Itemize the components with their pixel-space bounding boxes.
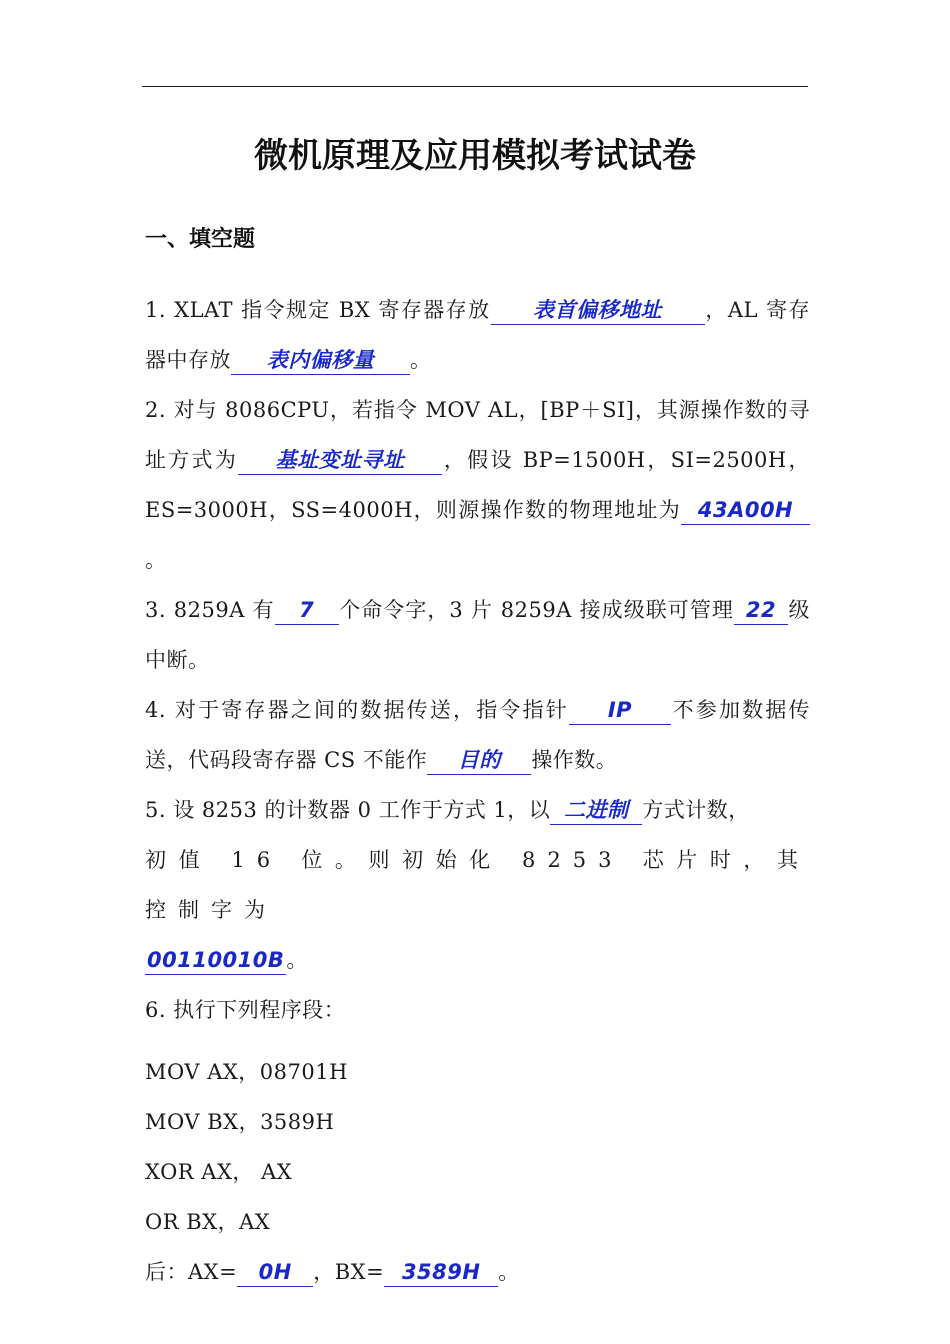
code-line: MOV AX，08701H [145, 1060, 348, 1084]
question-text: 。 [498, 1260, 520, 1284]
question-text: 。 [410, 348, 432, 372]
question-text: 2. 对与 8086CPU，若指令 MOV AL，[BP＋SI]，其源操作数的寻址方式为 [145, 398, 810, 472]
question-6-result [145, 1247, 810, 1297]
question-5 [145, 785, 810, 985]
question-text: 3. 8259A 有 [145, 598, 275, 622]
question-3 [145, 585, 810, 685]
question-text: 操作数。 [531, 748, 618, 772]
answer-blank: 二进制 [550, 796, 642, 825]
code-line: OR BX，AX [145, 1210, 271, 1234]
header-rule [142, 86, 808, 87]
question-6 [145, 985, 810, 1035]
question-2 [145, 385, 810, 585]
code-line: XOR AX， AX [145, 1160, 293, 1184]
answer-blank: 0H [237, 1258, 313, 1287]
answer-blank: 22 [734, 596, 788, 625]
question-list [145, 285, 810, 1297]
question-text: 。 [145, 548, 167, 572]
question-4 [145, 685, 810, 785]
code-block [145, 1047, 810, 1247]
answer-blank: IP [569, 696, 671, 725]
answer-blank: 3589H [384, 1258, 498, 1287]
section-heading: 一、填空题 [145, 227, 256, 252]
answer-blank: 7 [275, 596, 339, 625]
question-text: 后：AX= [145, 1260, 238, 1284]
question-text: ，AL 寄存器中存放 [145, 298, 810, 372]
question-text: ，BX= [313, 1260, 385, 1284]
question-text: 4. 对于寄存器之间的数据传送，指令指针 [145, 698, 569, 722]
answer-blank: 表内偏移量 [231, 346, 410, 375]
answer-blank: 00110010B [145, 946, 286, 975]
question-text: 6. 执行下列程序段： [145, 998, 346, 1022]
question-text: 个命令字，3 片 8259A 接成级联可管理 [338, 598, 734, 622]
question-1 [145, 285, 810, 385]
question-text: 级中断。 [145, 598, 811, 672]
page-title: 微机原理及应用模拟考试试卷 [254, 136, 696, 176]
code-line: MOV BX，3589H [145, 1110, 335, 1134]
question-text: 5. 设 8253 的计数器 0 工作于方式 1，以 [145, 798, 551, 822]
question-text: ，假设 BP=1500H，SI=2500H，ES=3000H，SS=4000H，则源操作数的物理地址为 [145, 448, 810, 522]
question-text: 1. XLAT 指令规定 BX 寄存器存放 [145, 298, 491, 322]
question-text: 。 [286, 948, 308, 972]
question-text: 方式计数， [642, 798, 750, 822]
question-text: 初值 16 位。则初始化 8253 芯片时，其控制字为 [145, 848, 810, 922]
question-text: 不参加数据传送，代码段寄存器 CS 不能作 [145, 698, 810, 772]
answer-blank: 43A00H [681, 496, 810, 525]
answer-blank: 目的 [427, 746, 531, 775]
answer-blank: 基址变址寻址 [238, 446, 442, 475]
answer-blank: 表首偏移地址 [491, 296, 705, 325]
